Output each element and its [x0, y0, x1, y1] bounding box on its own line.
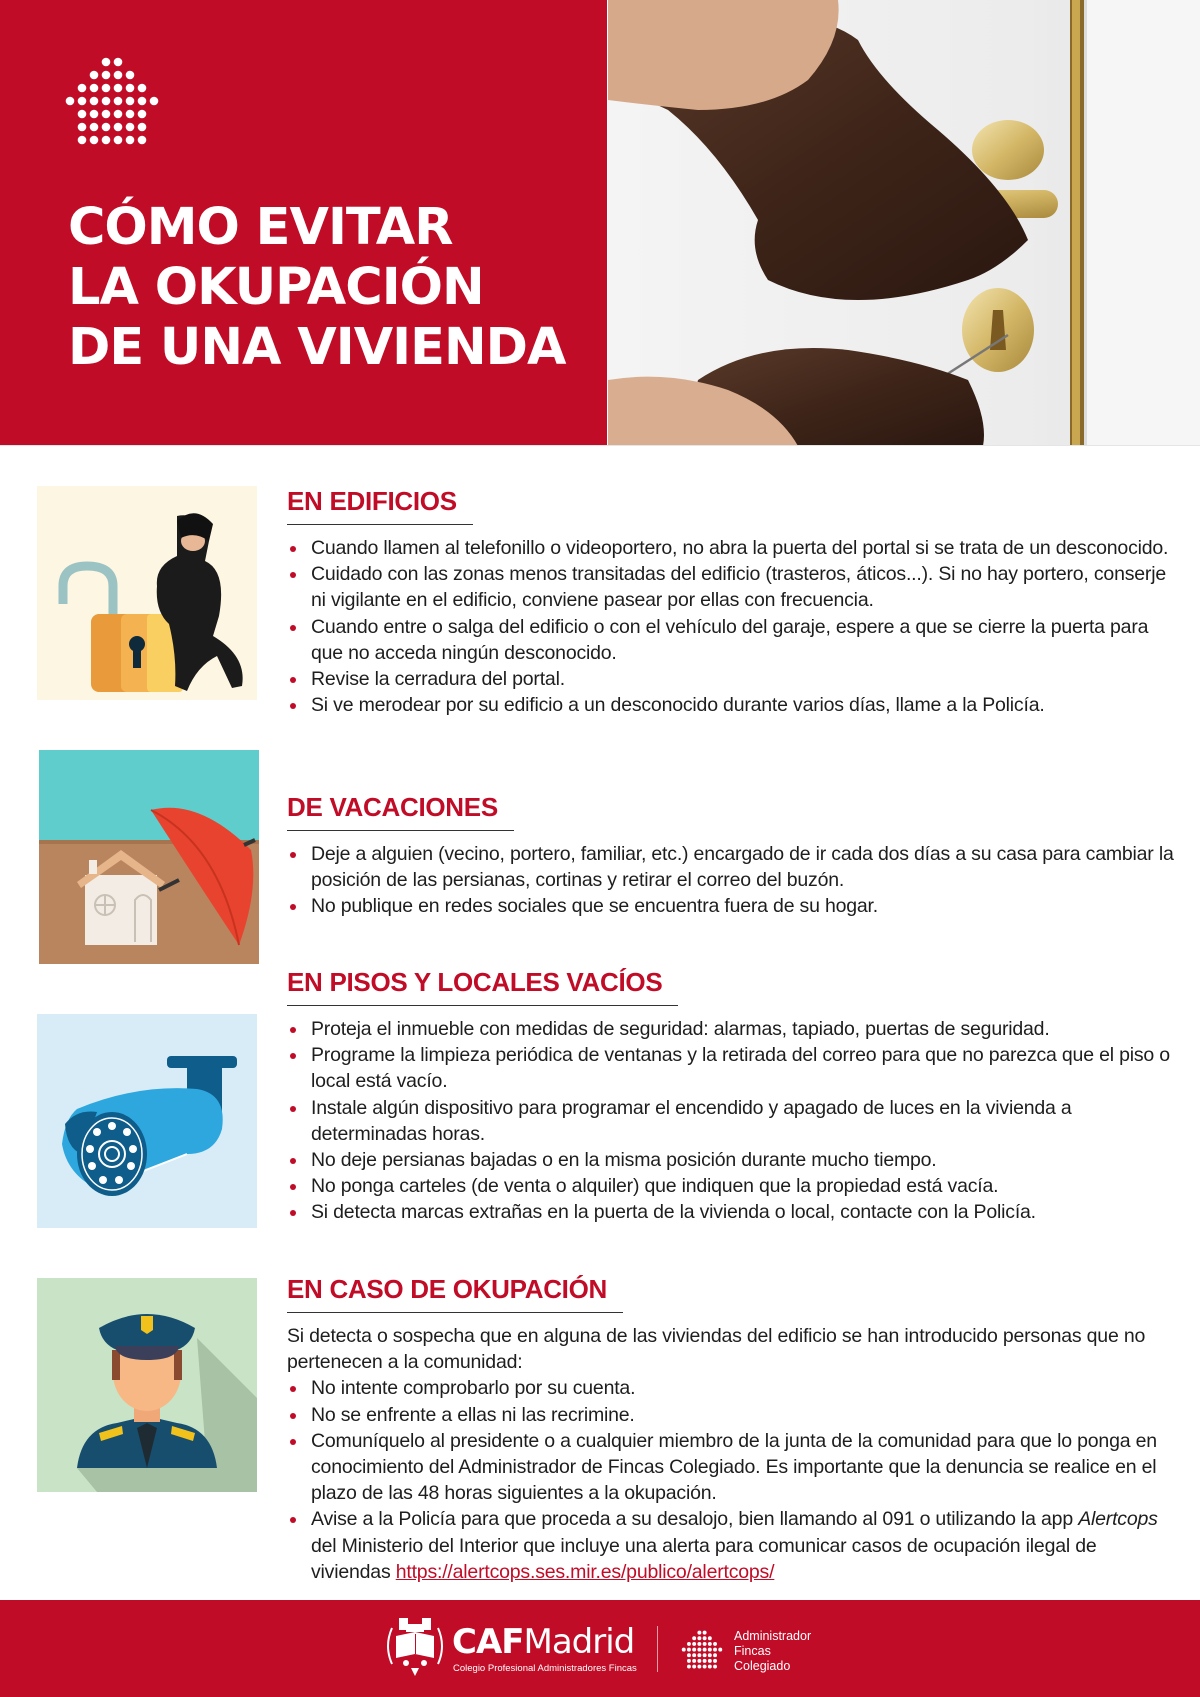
hero-banner: [0, 0, 1200, 446]
section-content: [287, 965, 1177, 1226]
list-item: No intente comprobarlo por su cuenta.: [287, 1375, 1177, 1401]
tag-line: Colegiado: [734, 1659, 791, 1673]
list-item: Cuando llamen al telefonillo o videoportero, no abra la puerta del portal si se trata de un desconocido.: [287, 535, 1177, 561]
list-item: Cuidado con las zonas menos transitadas del edificio (trasteros, áticos...). Si no hay portero, conserje ni vigilante en el edificio, conviene pasear por ellas con frecuencia.: [287, 561, 1177, 613]
list-item: Revise la cerradura del portal.: [287, 666, 1177, 692]
list-item: Cuando entre o salga del edificio o con el vehículo del garaje, espere a que se cierre la puerta para que no acceda ningún desconocido.: [287, 614, 1177, 666]
list-item: Programe la limpieza periódica de ventanas y la retirada del correo para que no parezca que el piso o local está vacío.: [287, 1042, 1177, 1094]
list-item: Comuníquelo al presidente o a cualquier miembro de la junta de la comunidad para que lo ponga en conocimiento del Administrador de Fincas Colegiado. Es importante que la denuncia se realice en el plazo de las 48 horas siguientes a la okupación.: [287, 1428, 1177, 1507]
bullet-list: [287, 535, 1177, 718]
hero-photo-lockpicking: [608, 0, 1200, 446]
list-item: Si detecta marcas extrañas en la puerta de la vivienda o local, contacte con la Policía.: [287, 1199, 1177, 1225]
thumb-security-camera: [37, 1014, 257, 1228]
tag-line: Administrador: [734, 1629, 812, 1643]
section-heading: EN CASO DE OKUPACIÓN: [287, 1272, 623, 1313]
security-camera-icon: [37, 1014, 257, 1228]
list-item: Deje a alguien (vecino, portero, familiar, etc.) encargado de ir cada dos días a su casa para cambiar la posición de las persianas, cortinas y retirar el correo del buzón.: [287, 841, 1177, 893]
title-line-2: LA OKUPACIÓN: [68, 258, 484, 317]
brand-subtitle: Colegio Profesional Administradores Fincas: [453, 1663, 637, 1674]
thumb-house-umbrella: [39, 750, 259, 964]
footer-band: [0, 1600, 1200, 1697]
list-item: Si ve merodear por su edificio a un desconocido durante varios días, llame a la Policía.: [287, 692, 1177, 718]
bullet-list: [287, 1375, 1177, 1585]
title-line-3: DE UNA VIVIENDA: [68, 318, 566, 377]
section-heading: EN PISOS Y LOCALES VACÍOS: [287, 965, 678, 1006]
app-name: Alertcops: [1078, 1508, 1158, 1531]
list-item: No publique en redes sociales que se encuentra fuera de su hogar.: [287, 893, 1177, 919]
burglar-padlock-icon: [37, 486, 257, 700]
list-item: No ponga carteles (de venta o alquiler) que indiquen que la propiedad está vacía.: [287, 1173, 1177, 1199]
caf-madrid-logo: [452, 1622, 634, 1662]
bullet-text: Avise a la Policía para que proceda a su desalojo, bien llamando al 091 o utilizando la app: [311, 1508, 1079, 1531]
tag-line: Fincas: [734, 1644, 771, 1658]
gloved-hands-lock-illustration: [608, 0, 1200, 446]
dotted-house-icon: [679, 1630, 725, 1670]
list-item: No deje persianas bajadas o en la misma posición durante mucho tiempo.: [287, 1147, 1177, 1173]
section-content: [287, 1272, 1177, 1585]
bullet-text: del Ministerio del Interior que incluye una alerta para comunicar casos de ocupación ilegal de viviendas: [311, 1534, 1097, 1583]
brand-light: Madrid: [523, 1622, 635, 1662]
section-content: [287, 790, 1177, 920]
bullet-list: [287, 1016, 1177, 1226]
brand-bold: CAF: [452, 1622, 524, 1662]
hero-red-panel: [0, 0, 607, 446]
list-item: [287, 1506, 1177, 1585]
section-heading: DE VACACIONES: [287, 790, 514, 831]
list-item: Instale algún dispositivo para programar el encendido y apagado de luces en la vivienda a determinadas horas.: [287, 1095, 1177, 1147]
footer-divider: [657, 1626, 658, 1672]
bullet-list: [287, 841, 1177, 920]
house-umbrella-icon: [39, 750, 259, 964]
list-item: Proteja el inmueble con medidas de seguridad: alarmas, tapiado, puertas de seguridad.: [287, 1016, 1177, 1042]
caf-crest-icon: [382, 1614, 448, 1678]
section-heading: EN EDIFICIOS: [287, 484, 473, 525]
administrador-fincas-colegiado-label: [734, 1629, 811, 1674]
thumb-police-officer: [37, 1278, 257, 1492]
police-officer-icon: [37, 1278, 257, 1492]
alertcops-link[interactable]: https://alertcops.ses.mir.es/publico/alertcops/: [395, 1560, 775, 1583]
dotted-house-icon: [60, 56, 164, 148]
thumb-burglar-padlock: [37, 486, 257, 700]
list-item: No se enfrente a ellas ni las recrimine.: [287, 1402, 1177, 1428]
section-intro: Si detecta o sospecha que en alguna de las viviendas del edificio se han introducido personas que no pertenecen a la comunidad:: [287, 1325, 1146, 1374]
page-title: [68, 198, 565, 378]
hero-divider: [0, 445, 1200, 446]
title-line-1: CÓMO EVITAR: [68, 198, 453, 257]
section-content: [287, 484, 1177, 718]
